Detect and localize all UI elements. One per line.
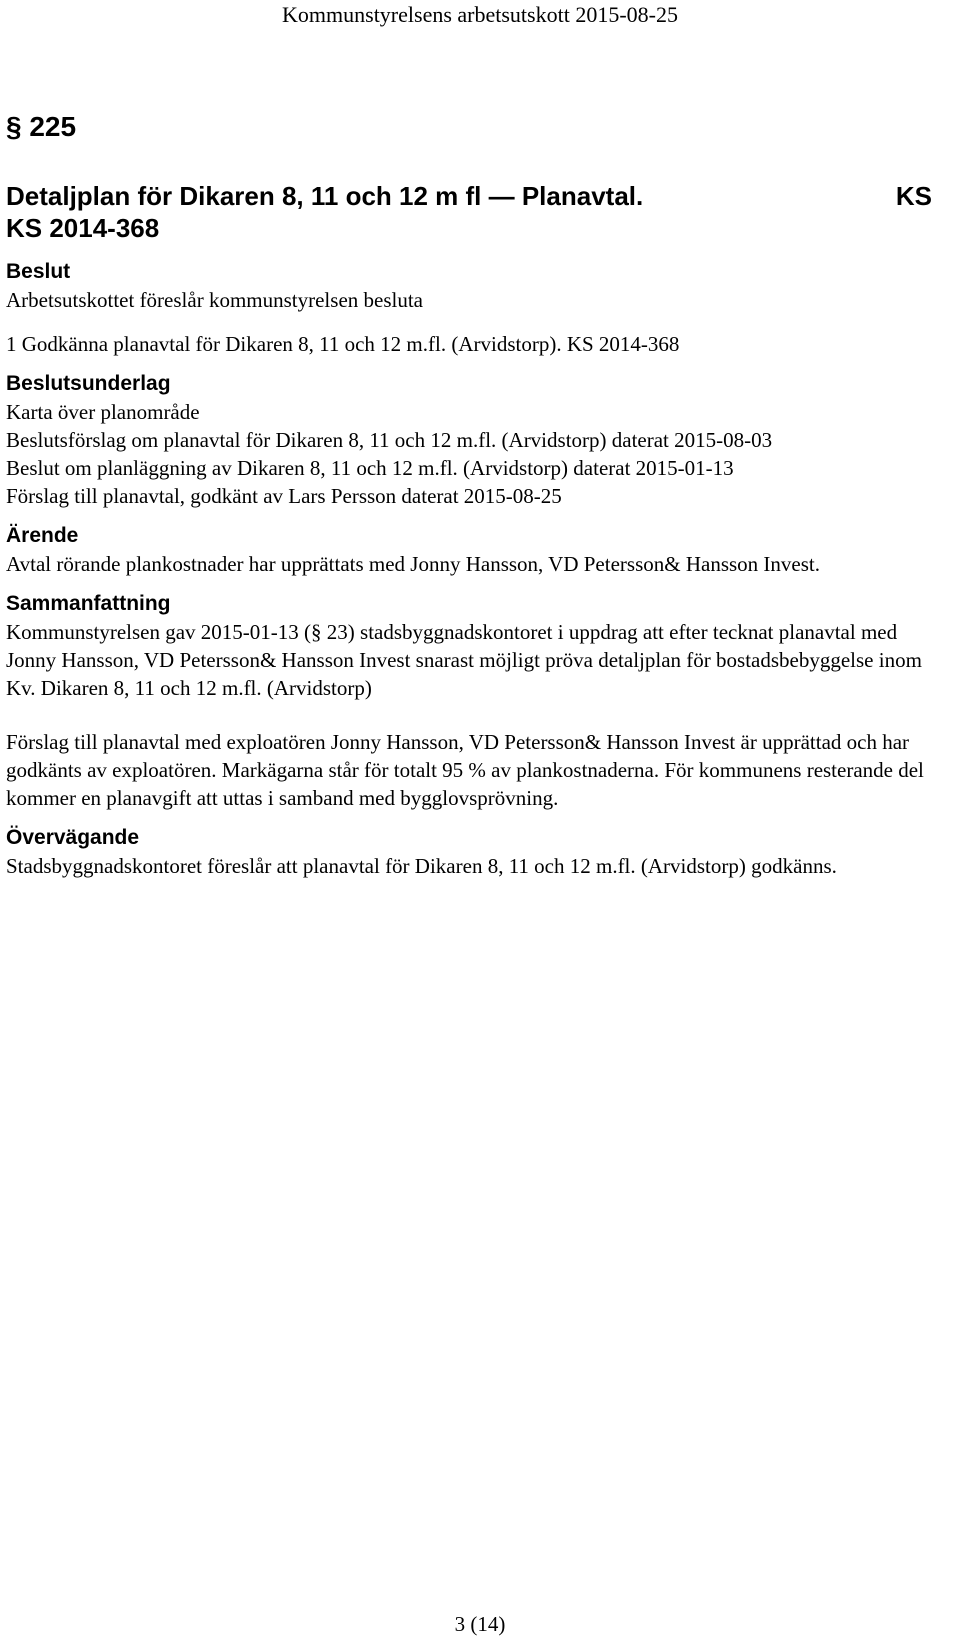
document-body (6, 110, 946, 880)
underlag-item: Beslut om planläggning av Dikaren 8, 11 och 12 m.fl. (Arvidstorp) daterat 2015-01-13 (6, 456, 734, 480)
heading-sammanfattning: Sammanfattning (6, 592, 171, 615)
heading-beslutsunderlag: Beslutsunderlag (6, 372, 171, 395)
arende-text: Avtal rörande plankostnader har upprättats med Jonny Hansson, VD Petersson& Hansson Invest. (6, 552, 820, 576)
heading-arende: Ärende (6, 524, 79, 547)
case-number: KS 2014-368 (6, 213, 160, 243)
running-header: Kommunstyrelsens arbetsutskott 2015-08-25 (282, 2, 678, 27)
heading-overvagande: Övervägande (6, 826, 140, 849)
committee-tag: KS (895, 181, 932, 211)
sammanfattning-paragraph-1: Kommunstyrelsen gav 2015-01-13 (§ 23) stadsbyggnadskontoret i uppdrag att efter tecknat planavtal med Jonny Hansson, VD Petersson& Hansson Invest snarast möjligt pröva detaljplan för bostadsbebyggelse inom Kv. Dikaren 8, 11 och 12 m.fl. (Arvidstorp) (6, 620, 922, 700)
title-text (6, 180, 643, 244)
section-number: § 225 (6, 111, 77, 142)
sammanfattning-paragraph-2: Förslag till planavtal med exploatören Jonny Hansson, VD Petersson& Hansson Invest är upprättad och har godkänts av exploatören. Markägarna står för totalt 95 % av plankostnaderna. För kommunens resterande del kommer en planavgift att uttas i samband med bygglovsprövning. (6, 730, 924, 810)
beslut-intro: Arbetsutskottet föreslår kommunstyrelsen besluta (6, 288, 423, 312)
title-block (6, 180, 946, 244)
page-number: 3 (14) (454, 1612, 506, 1636)
overvagande-text: Stadsbyggnadskontoret föreslår att planavtal för Dikaren 8, 11 och 12 m.fl. (Arvidstorp) godkänns. (6, 854, 837, 878)
underlag-item: Karta över planområde (6, 400, 200, 424)
heading-beslut: Beslut (6, 260, 71, 283)
beslut-item-1: 1 Godkänna planavtal för Dikaren 8, 11 och 12 m.fl. (Arvidstorp). KS 2014-368 (6, 332, 680, 356)
underlag-item: Förslag till planavtal, godkänt av Lars Persson daterat 2015-08-25 (6, 484, 562, 508)
underlag-item: Beslutsförslag om planavtal för Dikaren 8, 11 och 12 m.fl. (Arvidstorp) daterat 2015-08-03 (6, 428, 773, 452)
document-title: Detaljplan för Dikaren 8, 11 och 12 m fl — Planavtal. (6, 181, 644, 211)
